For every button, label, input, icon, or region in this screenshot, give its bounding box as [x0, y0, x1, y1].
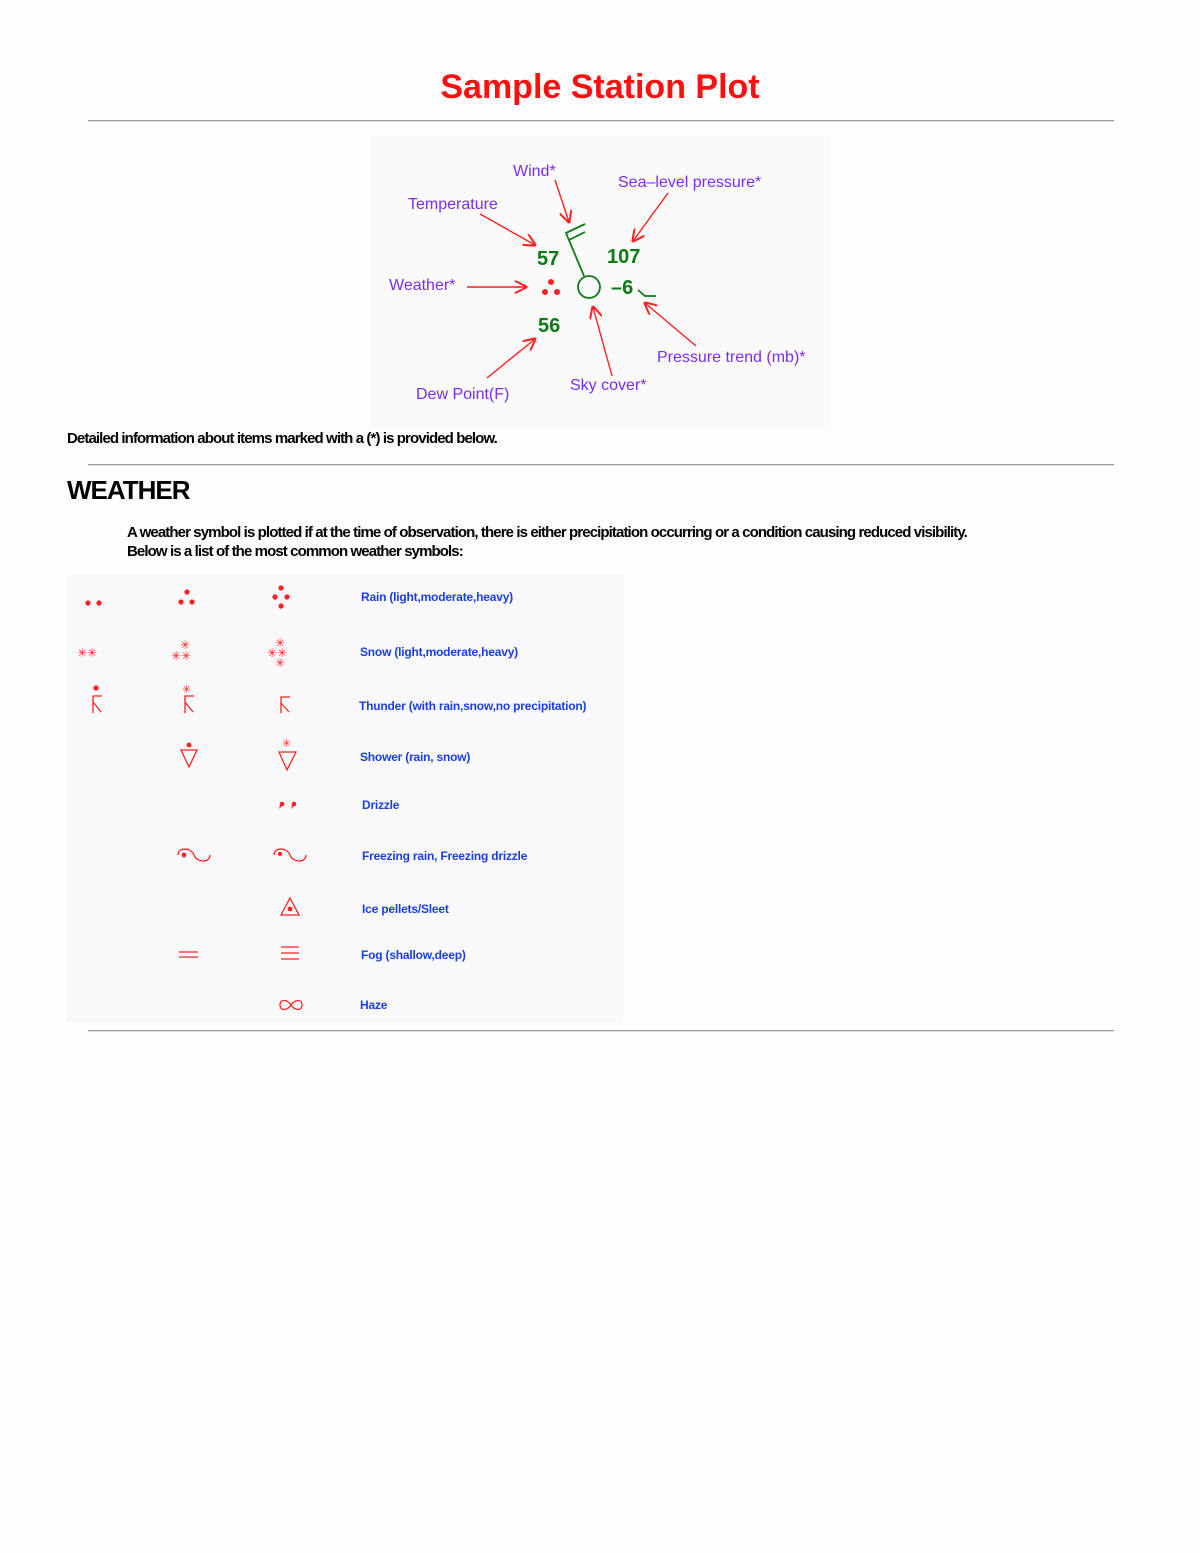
label-freezing: Freezing rain, Freezing drizzle — [362, 849, 528, 863]
value-pressure: 107 — [607, 246, 641, 268]
label-weather: Weather* — [389, 277, 456, 294]
weather-symbols-table — [67, 575, 623, 1022]
svg-text:✳✳: ✳✳ — [267, 646, 288, 660]
fog-icons — [179, 947, 299, 959]
label-fog: Fog (shallow,deep) — [361, 948, 466, 962]
snow-icons — [77, 636, 287, 670]
drizzle-icon — [279, 802, 296, 809]
label-sky-cover: Sky cover* — [570, 377, 647, 394]
label-shower: Shower (rain, snow) — [360, 750, 471, 764]
thunder-icons — [93, 683, 290, 713]
intro-line-2: Below is a list of the most common weather symbols: — [127, 543, 463, 560]
label-temperature: Temperature — [408, 196, 498, 213]
label-rain: Rain (light,moderate,heavy) — [361, 590, 513, 604]
intro-line-1: A weather symbol is plotted if at the time of observation, there is either precipitation occurring or a condition causing reduced visibility. — [127, 524, 967, 541]
shower-icons — [181, 737, 296, 770]
svg-text:✳: ✳ — [275, 636, 286, 650]
label-pressure-trend: Pressure trend (mb)* — [657, 349, 806, 366]
rain-moderate-icon — [542, 279, 560, 295]
svg-text:✳: ✳ — [275, 656, 286, 670]
station-plot-diagram — [371, 136, 831, 428]
label-haze: Haze — [360, 998, 388, 1012]
label-thunder: Thunder (with rain,snow,no precipitation) — [359, 699, 587, 713]
svg-text:✳: ✳ — [282, 737, 292, 750]
svg-text:✳✳: ✳✳ — [77, 646, 98, 660]
svg-text:✳✳: ✳✳ — [171, 649, 192, 663]
divider — [88, 464, 1114, 466]
label-snow: Snow (light,moderate,heavy) — [360, 645, 518, 659]
asterisk-note: Detailed information about items marked with a (*) is provided below. — [67, 430, 497, 447]
label-sea-level-pressure: Sea–level pressure* — [618, 174, 762, 191]
weather-intro — [127, 523, 1127, 561]
value-pressure-trend: –6 — [611, 277, 634, 299]
label-wind: Wind* — [513, 163, 556, 180]
divider — [88, 120, 1114, 122]
value-temperature: 57 — [537, 248, 560, 270]
rain-icons — [85, 585, 289, 608]
freezing-icons — [178, 849, 306, 861]
label-drizzle: Drizzle — [362, 798, 400, 812]
sleet-icon — [281, 898, 299, 915]
section-heading-weather: WEATHER — [67, 475, 190, 505]
haze-icon — [280, 1001, 302, 1010]
value-dew-point: 56 — [538, 315, 561, 337]
page-title: Sample Station Plot — [440, 68, 760, 106]
svg-text:✳: ✳ — [180, 638, 191, 652]
label-sleet: Ice pellets/Sleet — [362, 902, 449, 916]
svg-text:✳: ✳ — [182, 683, 192, 696]
label-dew-point: Dew Point(F) — [416, 386, 510, 403]
divider — [88, 1030, 1114, 1032]
